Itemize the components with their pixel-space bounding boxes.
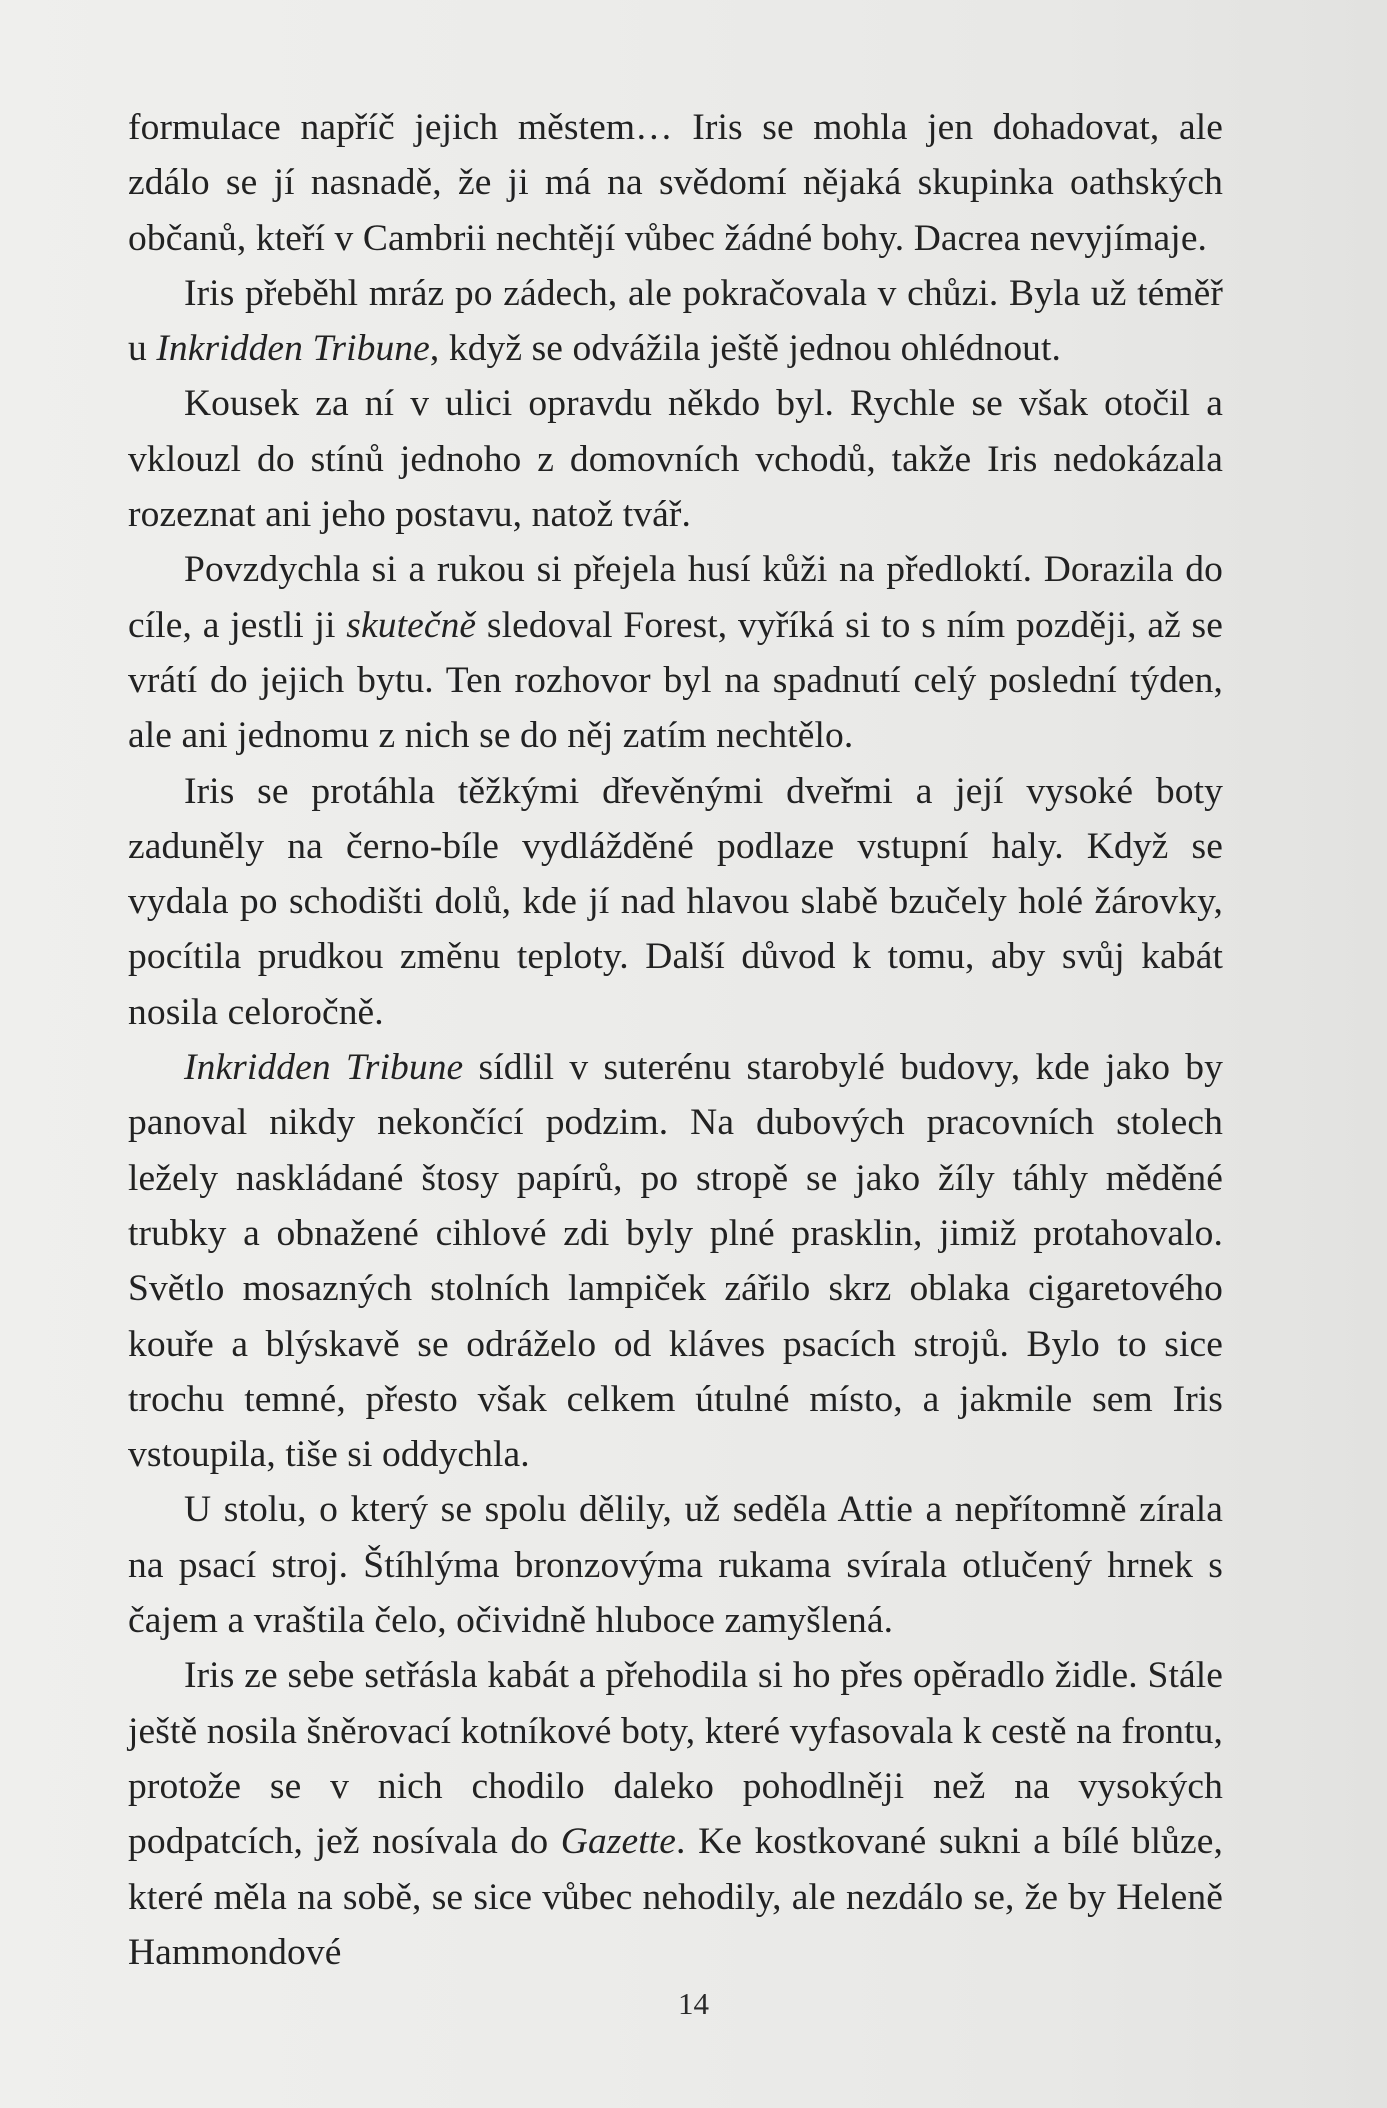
text-run: Iris se protáhla těžkými dřevěnými dveřmi a její vysoké boty zaduněly na černo-bíle vydlážděné podlaze vstupní haly. Když se vydala po schodišti dolů, kde jí nad hlavou slabě bzučely holé žárovky, pocítila prudkou změnu teploty. Další důvod k tomu, aby svůj kabát nosila celoročně. [128, 770, 1223, 1033]
text-run: . Ke kostkované sukni a bílé blůze, které měla na sobě, se sice vůbec nehodily, ale nezdálo se, že by Heleně Hammondové [128, 1821, 1223, 1973]
text-run: sledoval Forest, vyříká si to s ním později, až se vrátí do jejich bytu. Ten rozhovor byl na spadnutí celý poslední týden, ale ani jednomu z nich se do něj zatím nechtělo. [128, 604, 1223, 757]
paragraph [128, 376, 1223, 542]
page-number: 14 [678, 1986, 709, 2021]
paragraph [128, 1040, 1223, 1482]
paragraph [128, 266, 1223, 377]
text-run: sídlil v suterénu starobylé budovy, kde jako by panoval nikdy nekončící podzim. Na dubových pracovních stolech ležely naskládané štosy papírů, po stropě se jako žíly táhly měděné trubky a obnažené cihlové zdi byly plné prasklin, jimiž protahovalo. Světlo mosazných stolních lampiček zářilo skrz oblaka cigaretového kouře a blýskavě se odráželo od kláves psacích strojů. Bylo to sice trochu temné, přesto však celkem útulné místo, a jakmile sem Iris vstoupila, tiše si oddychla. [128, 1047, 1223, 1476]
text-run: formulace napříč jejich městem… Iris se mohla jen dohadovat, ale zdálo se jí nasnadě, že ji má na svědomí nějaká skupinka oathských občanů, kteří v Cambrii nechtějí vůbec žádné bohy. Dacrea nevyjímaje. [128, 107, 1223, 259]
italic-title: Inkridden Tribune [184, 1047, 464, 1089]
paragraph [128, 100, 1223, 266]
italic-title: Inkridden Tribune [156, 328, 430, 370]
paragraph [128, 542, 1223, 763]
paragraph [128, 1482, 1223, 1648]
paragraph [128, 764, 1223, 1040]
text-run: Iris ze sebe setřásla kabát a přehodila si ho přes opěradlo židle. Stále ještě nosila šněrovací kotníkové boty, které vyfasovala k cestě na frontu, protože se v nich chodilo daleko pohodlněji než na vysokých podpatcích, jež nosívala do [128, 1655, 1223, 1863]
text-run: Iris přeběhl mráz po zádech, ale pokračovala v chůzi. Byla už téměř u [128, 272, 1223, 370]
text-run: Kousek za ní v ulici opravdu někdo byl. Rychle se však otočil a vklouzl do stínů jednoho z domovních vchodů, takže Iris nedokázala rozeznat ani jeho postavu, natož tvář. [128, 383, 1223, 536]
italic-emphasis: skutečně [346, 604, 477, 646]
body-text [128, 100, 1223, 1980]
paragraph [128, 1648, 1223, 1980]
text-run: , když se odvážila ještě jednou ohlédnout. [429, 328, 1062, 370]
italic-title: Gazette [560, 1821, 677, 1863]
text-run: U stolu, o který se spolu dělily, už seděla Attie a nepřítomně zírala na psací stroj. Štíhlýma bronzovýma rukama svírala otlučený hrnek s čajem a vraštila čelo, očividně hluboce zamyšlená. [128, 1489, 1223, 1642]
text-run: Povzdychla si a rukou si přejela husí kůži na předloktí. Dorazila do cíle, a jestli ji [128, 549, 1223, 646]
